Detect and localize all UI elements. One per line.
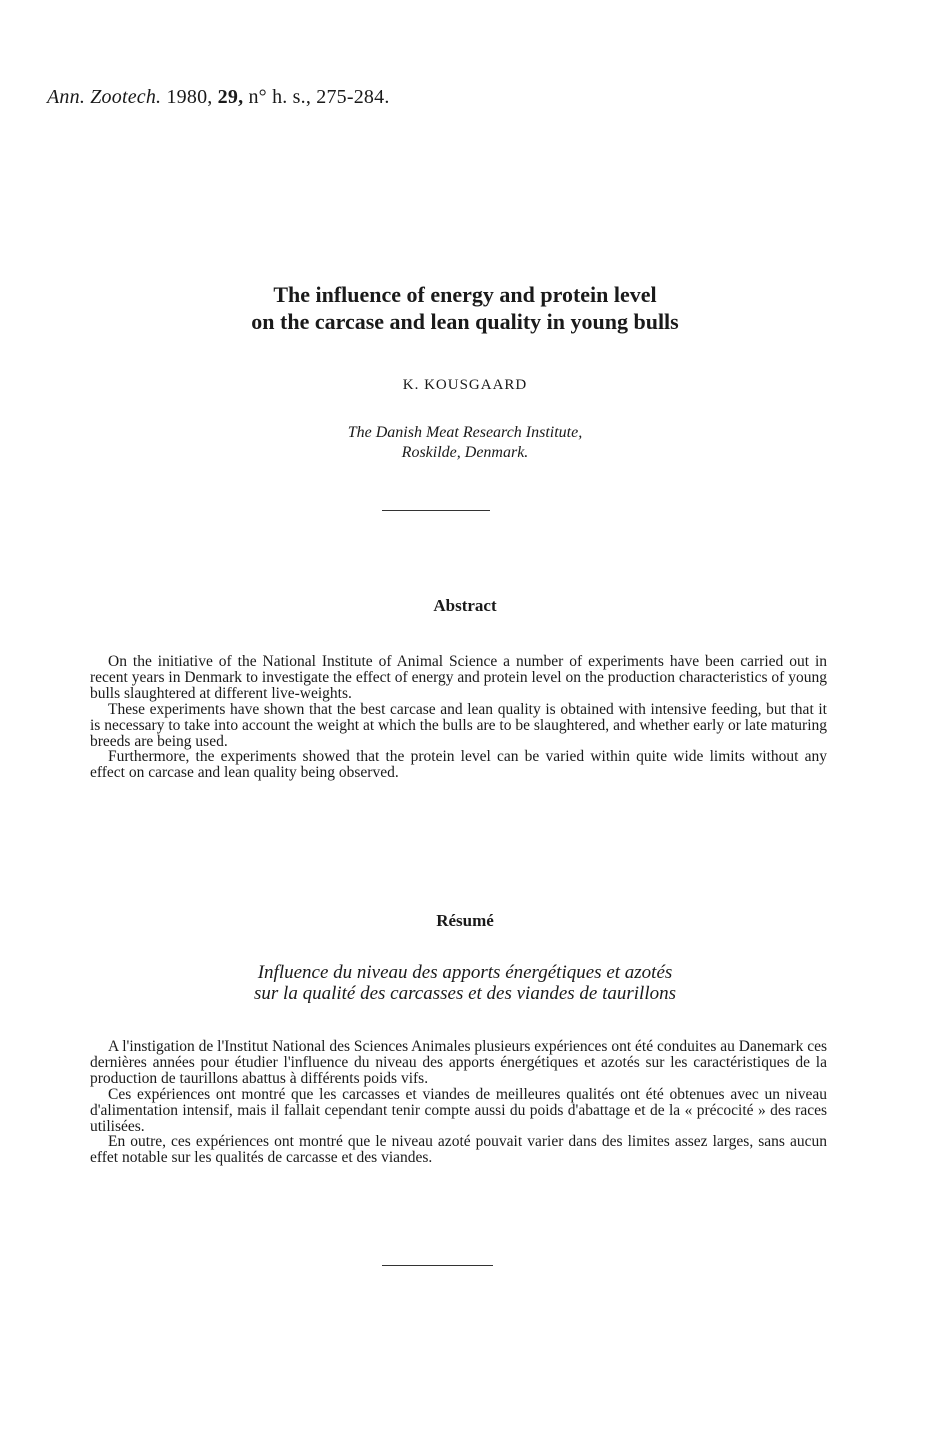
resume-paragraph-3: En outre, ces expériences ont montré que le niveau azoté pouvait varier dans des limites assez larges, sans aucun effet notable sur les qualités de carcasse et des viandes.: [90, 1133, 827, 1167]
citation-year: 1980,: [166, 86, 213, 108]
abstract-heading: Abstract: [433, 596, 497, 615]
affiliation: [0, 423, 930, 463]
citation-issue-pages: n° h. s., 275-284.: [248, 86, 390, 108]
citation: [47, 86, 390, 109]
abstract-paragraph-3: Furthermore, the experiments showed that the protein level can be varied within quite wide limits without any effect on carcase and lean quality being observed.: [90, 748, 827, 782]
resume-heading: Résumé: [436, 911, 494, 930]
paper-title-line-2: on the carcase and lean quality in young bulls: [251, 309, 679, 334]
abstract-body: [90, 654, 827, 781]
citation-volume: 29,: [217, 86, 244, 108]
resume-body: [90, 1039, 827, 1166]
divider-top: [382, 510, 490, 511]
abstract-paragraph-1: On the initiative of the National Institute of Animal Science a number of experiments have been carried out in recent years in Denmark to investigate the effect of energy and protein level on the production characteristics of young bulls slaughtered at different live-weights.: [90, 653, 827, 702]
resume-paragraph-1: A l'instigation de l'Institut National des Sciences Animales plusieurs expériences ont été conduites au Danemark ces dernières années pour étudier l'influence du niveau des apports énergétiques et azotés sur les caractéristiques de la production de taurillons abattus à différents poids vifs.: [90, 1038, 827, 1087]
affiliation-line-2: Roskilde, Denmark.: [401, 444, 529, 461]
author-name: K. KOUSGAARD: [402, 377, 528, 393]
resume-subtitle-line-1: Influence du niveau des apports énergétiques et azotés: [257, 962, 673, 983]
paper-title: [0, 281, 930, 335]
affiliation-line-1: The Danish Meat Research Institute,: [347, 424, 583, 441]
journal-name: Ann. Zootech.: [47, 86, 162, 108]
resume-paragraph-2: Ces expériences ont montré que les carcasses et viandes de meilleures qualités ont été obtenues avec un niveau d'alimentation intensif, mais il fallait cependant tenir compte aussi du poids d'abattage et de la « précocité » des races utilisées.: [90, 1085, 827, 1135]
divider-bottom: [382, 1265, 493, 1266]
resume-subtitle-line-2: sur la qualité des carcasses et des viandes de taurillons: [254, 983, 676, 1004]
resume-subtitle: [0, 962, 930, 1004]
abstract-paragraph-2: These experiments have shown that the best carcase and lean quality is obtained with intensive feeding, but that it is necessary to take into account the weight at which the bulls are to be slaughtered, and whether early or late maturing breeds are being used.: [90, 700, 827, 750]
paper-title-line-1: The influence of energy and protein level: [273, 282, 657, 307]
